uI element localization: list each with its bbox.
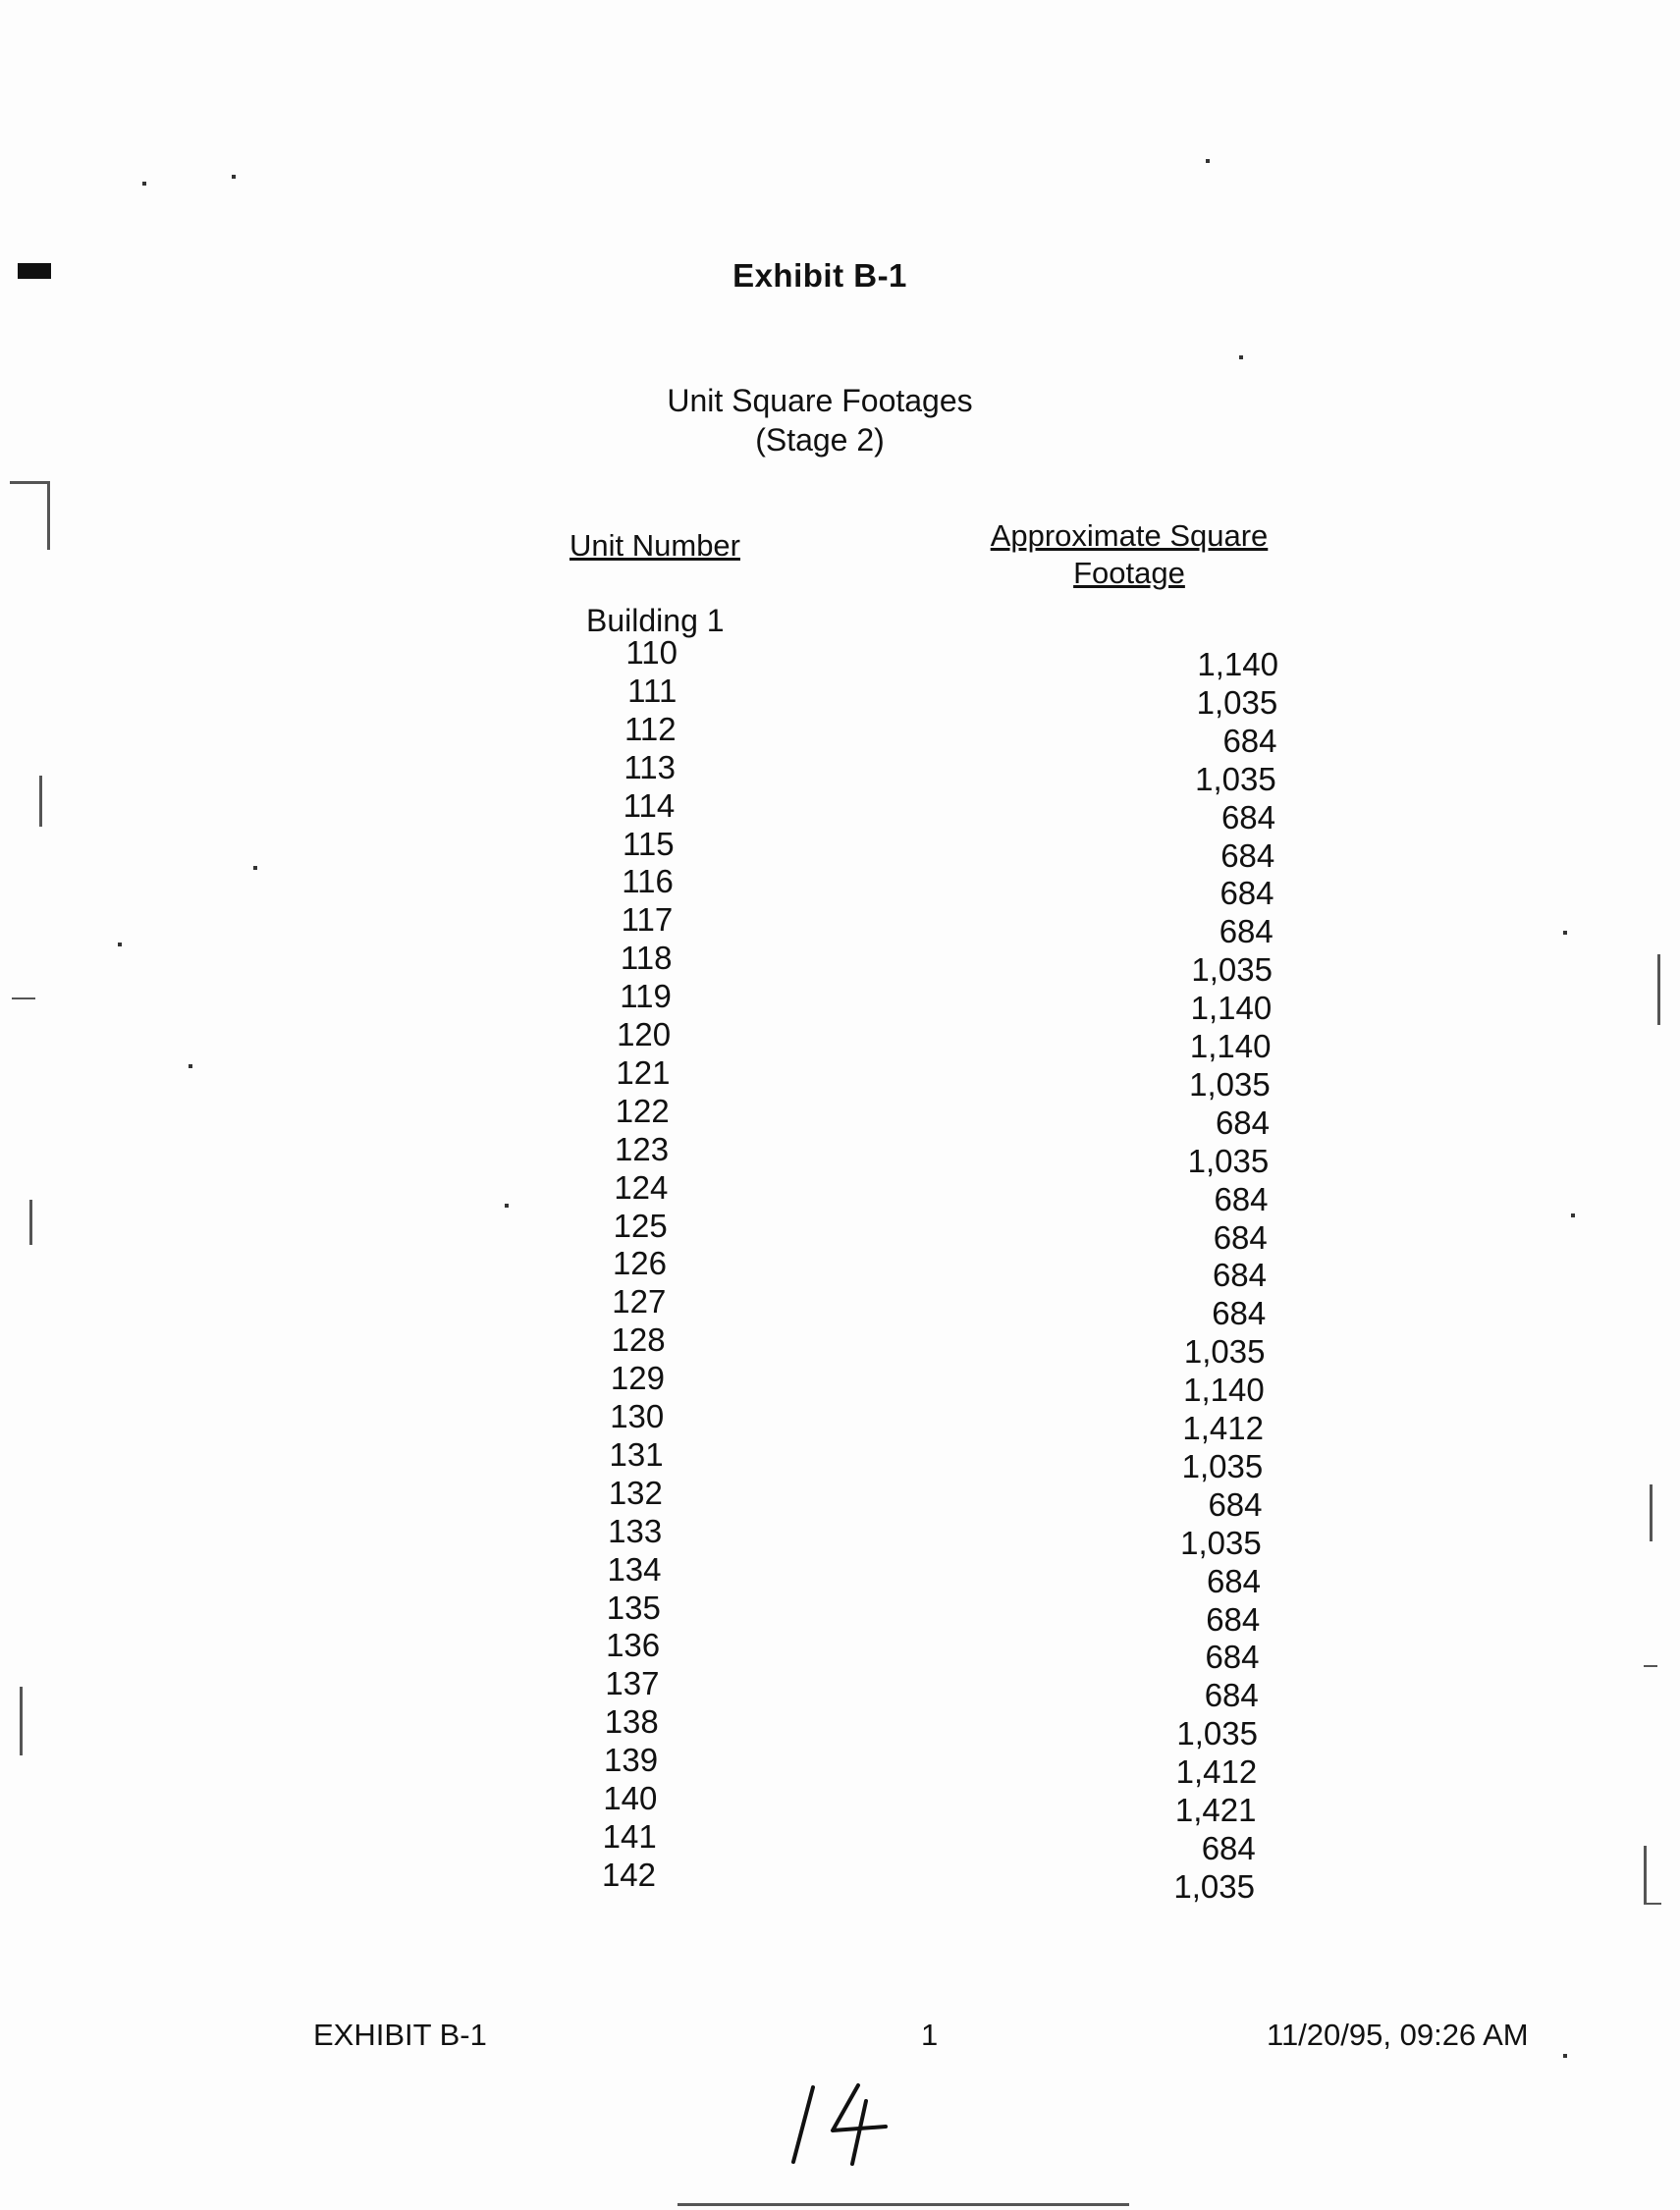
table-row	[0, 1245, 1680, 1294]
unit-number: 118	[620, 940, 673, 977]
unit-number: 126	[612, 1245, 667, 1282]
table-row	[0, 1130, 1680, 1179]
square-footage: 1,421	[1174, 1792, 1257, 1828]
table-row	[0, 1703, 1680, 1752]
table-row	[0, 1780, 1680, 1828]
table-row	[0, 1512, 1680, 1561]
unit-number: 141	[602, 1817, 657, 1855]
square-footage: 684	[1206, 1562, 1261, 1599]
square-footage: 684	[1220, 836, 1275, 874]
square-footage: 684	[1206, 1600, 1261, 1638]
scan-mark	[1657, 954, 1660, 1025]
unit-number: 132	[608, 1474, 663, 1511]
scan-speck	[232, 175, 236, 179]
subtitle-line-2: (Stage 2)	[755, 422, 885, 458]
table-row	[0, 1474, 1680, 1523]
unit-number: 121	[616, 1053, 671, 1091]
unit-number: 124	[614, 1168, 669, 1206]
unit-number: 129	[610, 1360, 665, 1397]
scan-speck	[118, 943, 122, 946]
square-footage: 1,035	[1191, 951, 1273, 989]
subtitle-line-1: Unit Square Footages	[667, 383, 973, 418]
square-footage: 684	[1222, 722, 1277, 759]
table-row	[0, 901, 1680, 950]
square-footage: 684	[1201, 1829, 1256, 1866]
unit-number: 139	[604, 1742, 659, 1779]
square-footage: 1,035	[1180, 1524, 1262, 1561]
square-footage: 684	[1212, 1257, 1267, 1294]
scan-mark	[18, 263, 51, 279]
table-row	[0, 1053, 1680, 1103]
table-row	[0, 1168, 1680, 1217]
scan-mark	[47, 481, 50, 550]
table-row	[0, 786, 1680, 835]
unit-number: 137	[605, 1665, 660, 1702]
unit-number: 114	[623, 786, 676, 824]
square-footage: 1,412	[1175, 1753, 1258, 1791]
table-row	[0, 1435, 1680, 1484]
unit-number: 117	[621, 901, 674, 939]
square-footage: 684	[1205, 1639, 1260, 1676]
square-footage: 1,035	[1173, 1867, 1255, 1905]
scan-mark	[1650, 1484, 1653, 1541]
square-footage: 1,035	[1181, 1447, 1264, 1484]
unit-number: 133	[608, 1512, 663, 1549]
unit-number: 131	[609, 1435, 664, 1473]
scan-speck	[253, 866, 257, 870]
scan-mark	[29, 1200, 32, 1245]
unit-number: 135	[606, 1589, 661, 1626]
scan-speck	[1239, 355, 1243, 359]
scan-speck	[1563, 931, 1567, 935]
unit-number: 122	[615, 1092, 670, 1129]
table-row	[0, 1360, 1680, 1409]
square-footage: 684	[1208, 1485, 1263, 1523]
handwritten-page-number	[776, 2079, 903, 2168]
table-row	[0, 1589, 1680, 1638]
table-row	[0, 710, 1680, 759]
unit-number: 128	[611, 1321, 666, 1359]
square-footage: 684	[1204, 1677, 1259, 1714]
square-footage: 684	[1213, 1218, 1268, 1256]
unit-number: 110	[625, 634, 677, 671]
table-row	[0, 1016, 1680, 1064]
exhibit-title: Exhibit B-1	[732, 257, 907, 294]
square-footage: 684	[1214, 1180, 1269, 1217]
scan-speck	[142, 182, 146, 186]
footer-page-number: 1	[921, 2018, 939, 2052]
unit-number: 134	[607, 1550, 662, 1588]
footer-exhibit-label: EXHIBIT B-1	[313, 2018, 487, 2052]
table-row	[0, 1817, 1680, 1866]
unit-number: 125	[613, 1207, 668, 1244]
unit-number: 142	[601, 1856, 656, 1893]
scan-mark	[1644, 1903, 1661, 1905]
unit-number: 116	[622, 863, 674, 900]
square-footage: 684	[1219, 913, 1274, 950]
unit-number: 140	[603, 1780, 658, 1816]
square-footage: 1,035	[1187, 1142, 1270, 1179]
table-row	[0, 1550, 1680, 1599]
unit-number: 112	[624, 710, 677, 747]
table-row	[0, 1742, 1680, 1791]
square-footage: 1,140	[1183, 1372, 1265, 1409]
unit-number: 136	[606, 1627, 661, 1664]
table-row	[0, 1207, 1680, 1256]
unit-number: 123	[615, 1130, 670, 1167]
building-label: Building 1	[586, 603, 725, 638]
square-footage: 1,035	[1176, 1715, 1258, 1752]
unit-number-header: Unit Number	[569, 528, 740, 563]
table-row	[0, 1856, 1680, 1905]
scan-speck	[1563, 2054, 1567, 2058]
table-row	[0, 1092, 1680, 1141]
unit-number: 120	[617, 1016, 672, 1052]
unit-number: 130	[610, 1398, 665, 1434]
square-footage: 684	[1220, 798, 1275, 835]
unit-number: 127	[612, 1283, 667, 1321]
unit-number: 138	[604, 1703, 659, 1741]
table-row	[0, 634, 1680, 682]
square-footage: 1,035	[1195, 760, 1276, 797]
scan-mark	[10, 481, 49, 484]
square-footage: 1,035	[1196, 683, 1278, 721]
unit-number: 119	[620, 978, 672, 1015]
square-footage: 1,140	[1190, 990, 1273, 1027]
square-footage: 684	[1215, 1104, 1270, 1141]
table-row	[0, 825, 1680, 874]
square-footage-header-line-1: Approximate Square	[990, 518, 1269, 553]
square-footage: 1,035	[1189, 1065, 1271, 1103]
scan-mark	[1644, 1846, 1647, 1905]
table-row	[0, 978, 1680, 1027]
table-row	[0, 1321, 1680, 1371]
scan-speck	[1206, 159, 1210, 163]
square-footage: 684	[1219, 875, 1274, 912]
scan-mark	[20, 1687, 23, 1755]
table-row	[0, 1283, 1680, 1332]
table-row	[0, 1627, 1680, 1676]
table-row	[0, 940, 1680, 989]
scan-speck	[505, 1204, 509, 1208]
square-footage: 1,412	[1182, 1410, 1264, 1446]
scan-mark	[677, 2203, 1129, 2206]
table-row	[0, 748, 1680, 797]
table-row	[0, 1398, 1680, 1446]
table-row	[0, 672, 1680, 721]
unit-number: 111	[627, 672, 677, 709]
scan-mark	[39, 776, 42, 827]
footer-timestamp: 11/20/95, 09:26 AM	[1267, 2018, 1529, 2052]
square-footage: 1,140	[1197, 646, 1278, 682]
table-row	[0, 1665, 1680, 1714]
scan-speck	[189, 1064, 192, 1068]
unit-number: 113	[623, 748, 676, 785]
scan-speck	[1571, 1213, 1575, 1217]
scan-mark	[1644, 1665, 1657, 1667]
unit-number: 115	[622, 825, 675, 862]
square-footage: 1,035	[1183, 1333, 1266, 1371]
square-footage: 1,140	[1189, 1028, 1272, 1064]
square-footage-header-line-2: Footage	[1073, 556, 1185, 590]
square-footage: 684	[1212, 1295, 1267, 1332]
scan-mark	[12, 997, 35, 999]
table-row	[0, 863, 1680, 912]
